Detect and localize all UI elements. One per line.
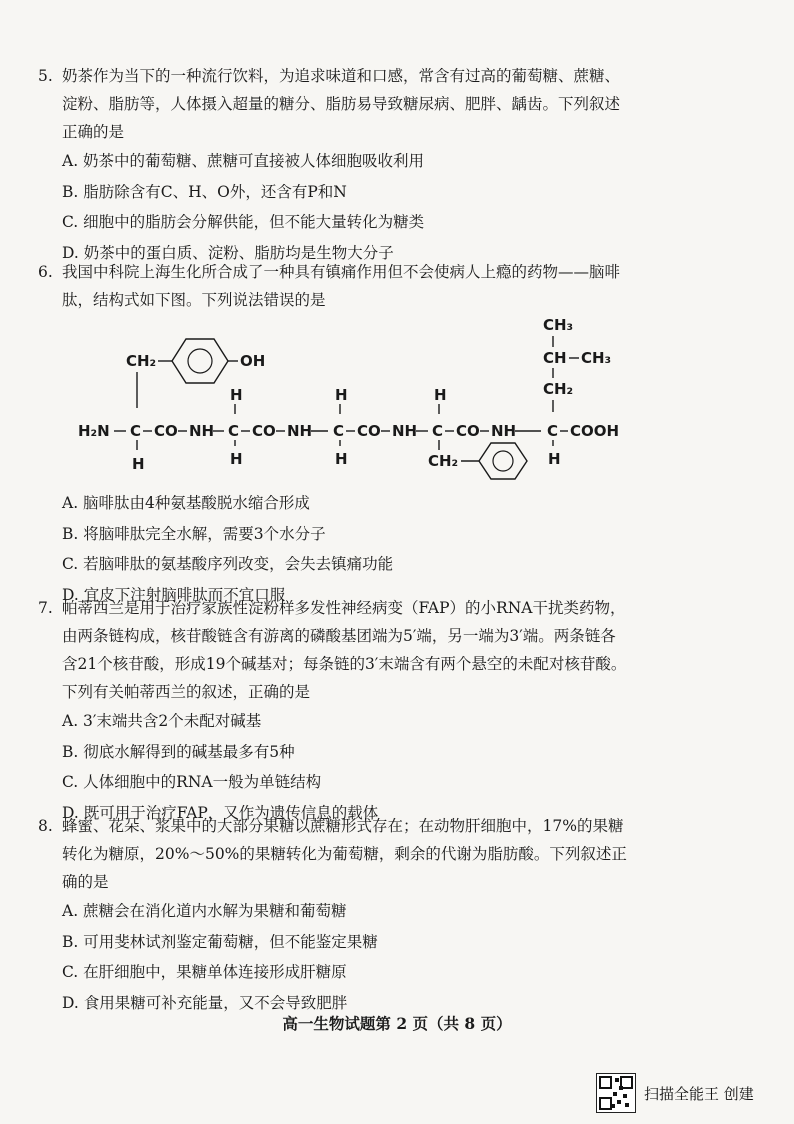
main-chain-atom: CO xyxy=(252,422,276,440)
stem-line: 帕蒂西兰是用于治疗家族性淀粉样多发性神经病变（FAP）的小RNA干扰类药物， xyxy=(62,599,626,617)
question-6 xyxy=(38,258,758,314)
option-b: B. 可用斐林试剂鉴定葡萄糖，但不能鉴定果糖 xyxy=(62,932,378,951)
scanner-watermark xyxy=(596,1073,754,1113)
group-label: CH₃ xyxy=(543,316,574,334)
main-chain-atom: NH xyxy=(392,422,418,440)
benzene-ring-icon xyxy=(479,443,527,479)
option-c: C. 人体细胞中的RNA一般为单链结构 xyxy=(62,773,322,791)
atom-label: H xyxy=(434,386,447,404)
group-label: CH₃ xyxy=(581,349,612,367)
question-stem xyxy=(38,258,758,286)
enkephalin-structure-diagram xyxy=(72,312,632,488)
stem-line: 我国中科院上海生化所合成了一种具有镇痛作用但不会使病人上瘾的药物——脑啡 xyxy=(62,263,621,281)
question-stem xyxy=(38,62,758,90)
main-chain-atom: CO xyxy=(357,422,381,440)
question-number: 6. xyxy=(38,263,53,281)
stem-line: 淀粉、脂肪等，人体摄入超量的糖分、脂肪易导致糖尿病、肥胖、龋齿。下列叙述 xyxy=(62,95,621,113)
question-number: 7. xyxy=(38,599,53,617)
main-chain-atom: NH xyxy=(189,422,215,440)
benzene-ring-inner xyxy=(188,349,212,373)
main-chain-atom: CO xyxy=(456,422,480,440)
option-a: A. 奶茶中的葡萄糖、蔗糖可直接被人体细胞吸收利用 xyxy=(62,152,425,170)
question-7 xyxy=(38,594,758,828)
stem-line: 蜂蜜、花朵、浆果中的大部分果糖以蔗糖形式存在；在动物肝细胞中，17%的果糖 xyxy=(62,817,624,835)
atom-label: H xyxy=(335,386,348,404)
main-chain-atom: C xyxy=(130,422,142,440)
option-d: D. 宜皮下注射脑啡肽而不宜口服 xyxy=(62,585,286,604)
option-c: C. 在肝细胞中，果糖单体连接形成肝糖原 xyxy=(62,963,347,981)
question-stem xyxy=(38,594,758,622)
stem-line: 转化为糖原，20%～50%的果糖转化为葡萄糖，剩余的代谢为脂肪酸。下列叙述正 xyxy=(62,845,627,863)
qr-code-icon xyxy=(596,1073,636,1113)
question-6-options xyxy=(38,488,758,610)
option-d: D. 食用果糖可补充能量，又不会导致肥胖 xyxy=(62,993,348,1012)
question-5 xyxy=(38,62,758,268)
main-chain-atom: NH xyxy=(287,422,313,440)
benzene-ring-inner xyxy=(493,451,513,471)
main-chain-atom: C xyxy=(547,422,559,440)
stem-line: 含21个核苷酸，形成19个碱基对；每条链的3′末端含有两个悬空的未配对核苷酸。 xyxy=(62,655,627,673)
stem-line: 下列有关帕蒂西兰的叙述，正确的是 xyxy=(62,683,311,701)
stem-line: 确的是 xyxy=(62,873,109,891)
atom-label: H xyxy=(335,450,348,468)
atom-label: H xyxy=(230,386,243,404)
option-a: A. 蔗糖会在消化道内水解为果糖和葡萄糖 xyxy=(62,902,347,920)
option-b: B. 彻底水解得到的碱基最多有5种 xyxy=(62,742,295,761)
group-label: CH₂ xyxy=(126,352,157,370)
main-chain-atom: C xyxy=(432,422,444,440)
atom-label: H xyxy=(230,450,243,468)
question-stem xyxy=(38,812,758,840)
option-b: B. 将脑啡肽完全水解，需要3个水分子 xyxy=(62,524,326,543)
option-b: B. 脂肪除含有C、H、O外，还含有P和N xyxy=(62,182,347,201)
atom-label: H xyxy=(132,455,145,473)
question-number: 8. xyxy=(38,817,53,835)
option-a: A. 3′末端共含2个未配对碱基 xyxy=(62,712,262,730)
option-d: D. 奶茶中的蛋白质、淀粉、脂肪均是生物大分子 xyxy=(62,243,394,262)
benzene-ring-icon xyxy=(172,339,228,383)
question-8 xyxy=(38,812,758,1018)
main-chain-atom: NH xyxy=(491,422,517,440)
page-footer: 高一生物试题第 2 页（共 8 页） xyxy=(282,1014,512,1033)
scanner-label: 扫描全能王 创建 xyxy=(644,1084,754,1103)
stem-line: 由两条链构成，核苷酸链含有游离的磷酸基团端为5′端，另一端为3′端。两条链各 xyxy=(62,627,616,645)
atom-label: H xyxy=(548,450,561,468)
group-label: CH xyxy=(543,349,567,367)
stem-line: 奶茶作为当下的一种流行饮料，为追求味道和口感，常含有过高的葡萄糖、蔗糖、 xyxy=(62,67,621,85)
option-c: C. 细胞中的脂肪会分解供能，但不能大量转化为糖类 xyxy=(62,213,425,231)
main-chain-atom: COOH xyxy=(570,422,620,440)
main-chain-atom: C xyxy=(228,422,240,440)
main-chain-atom: C xyxy=(333,422,345,440)
option-d: D. 既可用于治疗FAP，又作为遗传信息的载体 xyxy=(62,803,379,822)
group-label: CH₂ xyxy=(543,380,574,398)
main-chain-atom: H₂N xyxy=(78,422,110,440)
option-a: A. 脑啡肽由4种氨基酸脱水缩合形成 xyxy=(62,494,310,512)
main-chain-atom: CO xyxy=(154,422,178,440)
group-label: CH₂ xyxy=(428,452,459,470)
question-number: 5. xyxy=(38,67,53,85)
stem-line: 正确的是 xyxy=(62,123,125,141)
stem-line: 肽，结构式如下图。下列说法错误的是 xyxy=(62,291,326,309)
option-c: C. 若脑啡肽的氨基酸序列改变，会失去镇痛功能 xyxy=(62,555,394,573)
group-label: OH xyxy=(240,352,266,370)
